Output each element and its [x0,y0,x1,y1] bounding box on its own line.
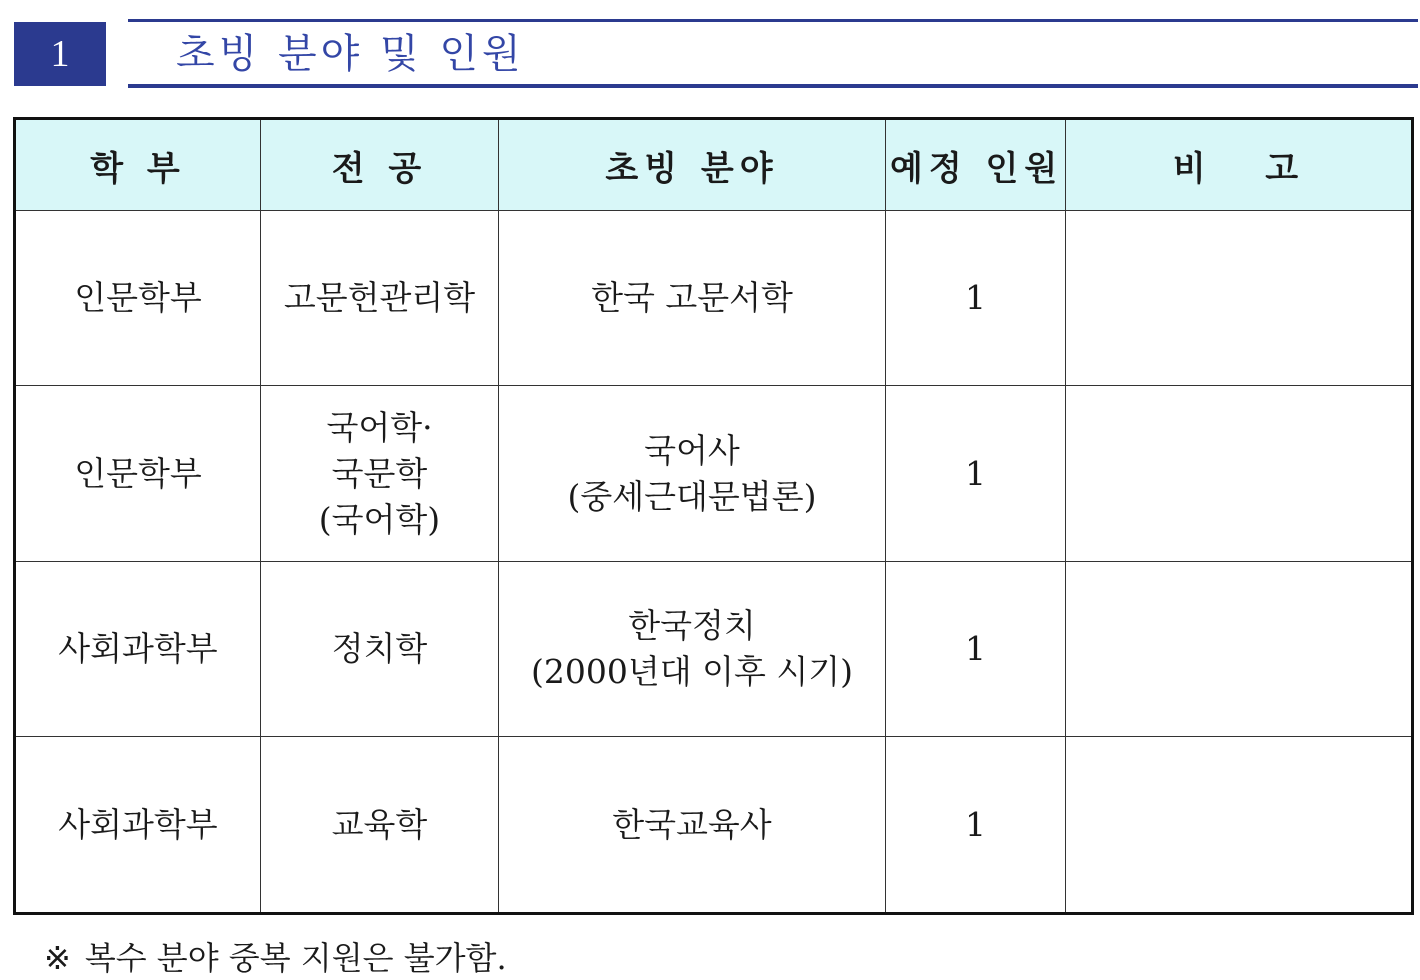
cell-line: 교육학 [331,804,428,844]
section-title: 초빙 분야 및 인원 [176,31,525,77]
footnote-text: 복수 분야 중복 지원은 불가함. [84,939,507,977]
cell-major [261,386,499,561]
cell-faculty: 인문학부 [15,211,261,386]
cell-major [261,737,499,914]
cell-field [499,737,886,914]
table-row [15,561,1413,736]
footnote [44,936,507,980]
cell-line: 한국교육사 [612,804,772,844]
header-remarks: 비 고 [1066,119,1413,211]
cell-count: 1 [886,211,1066,386]
title-rule-bottom [128,84,1418,88]
cell-remarks [1066,386,1413,561]
cell-line: 정치학 [331,629,428,669]
cell-field [499,561,886,736]
cell-remarks [1066,737,1413,914]
cell-field [499,211,886,386]
header-faculty: 학 부 [15,119,261,211]
cell-line: 고문헌관리학 [283,278,476,318]
cell-faculty: 사회과학부 [15,737,261,914]
header-count: 예정 인원 [886,119,1066,211]
cell-line: (중세근대문법론) [567,476,817,516]
recruitment-table [13,117,1414,915]
cell-faculty: 사회과학부 [15,561,261,736]
cell-count: 1 [886,386,1066,561]
cell-count: 1 [886,561,1066,736]
cell-field [499,386,886,561]
cell-remarks [1066,211,1413,386]
cell-line: 국문학 [331,453,428,493]
cell-line: 국어사 [644,430,740,470]
cell-count: 1 [886,737,1066,914]
title-rule-top [128,19,1418,22]
table-row [15,211,1413,386]
cell-line: 한국정치 [628,606,756,646]
cell-major [261,561,499,736]
table-header-row [15,119,1413,211]
cell-faculty: 인문학부 [15,386,261,561]
table-row [15,737,1413,914]
reference-mark-icon: ※ [44,939,71,977]
cell-line: (국어학) [318,499,441,539]
cell-line: 한국 고문서학 [591,278,793,318]
cell-line: 국어학· [326,407,433,447]
header-major: 전 공 [261,119,499,211]
table-row [15,386,1413,561]
cell-major [261,211,499,386]
header-field: 초빙 분야 [499,119,886,211]
section-number-badge: 1 [14,22,106,86]
cell-line: (2000년대 이후 시기) [531,652,853,692]
cell-remarks [1066,561,1413,736]
